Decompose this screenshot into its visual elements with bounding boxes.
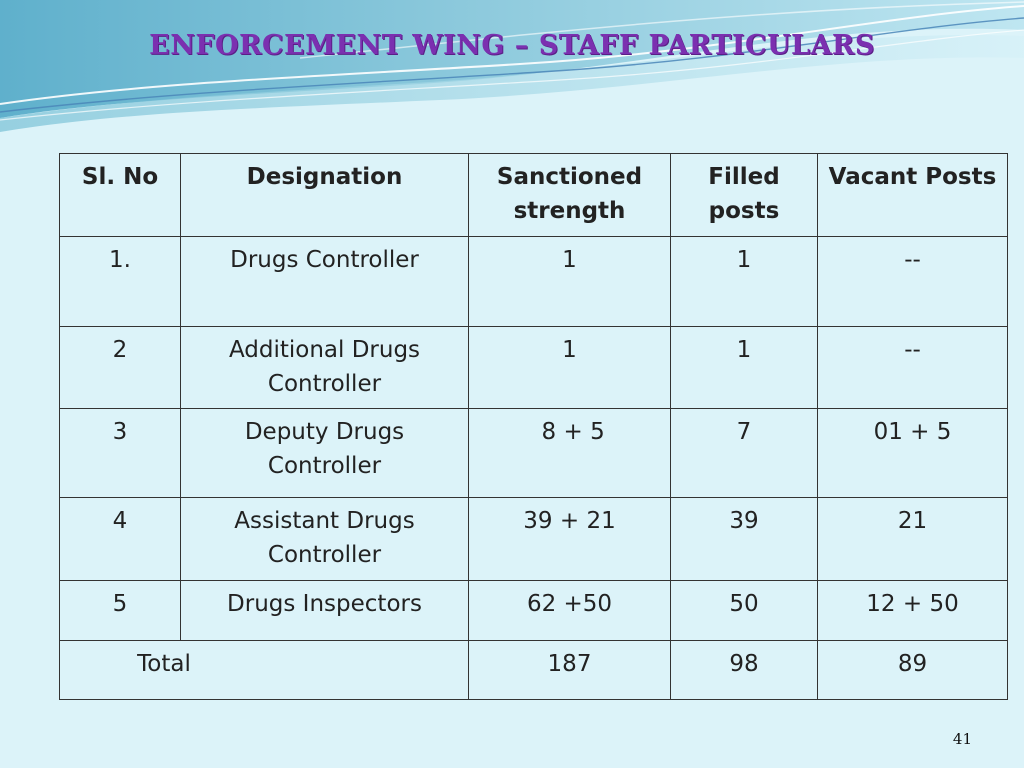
cell-total-vacant: 89 <box>818 641 1008 700</box>
cell-sl-no: 4 <box>60 498 181 581</box>
cell-sl-no: 2 <box>60 327 181 409</box>
cell-sl-no: 3 <box>60 409 181 498</box>
cell-total-filled: 98 <box>671 641 818 700</box>
table-row <box>60 498 1008 581</box>
table-header-row <box>60 154 1008 237</box>
cell-sl-no: 1. <box>60 237 181 327</box>
cell-designation: Drugs Inspectors <box>181 581 469 641</box>
cell-total-label: Total <box>60 641 469 700</box>
cell-designation: Drugs Controller <box>181 237 469 327</box>
cell-sanctioned: 1 <box>469 327 671 409</box>
cell-sanctioned: 39 + 21 <box>469 498 671 581</box>
page-number: 41 <box>952 730 972 748</box>
cell-vacant: -- <box>818 327 1008 409</box>
table-total-row <box>60 641 1008 700</box>
cell-vacant: -- <box>818 237 1008 327</box>
cell-filled: 1 <box>671 237 818 327</box>
staff-particulars-table <box>59 153 1008 700</box>
table-row <box>60 237 1008 327</box>
cell-filled: 1 <box>671 327 818 409</box>
cell-vacant: 01 + 5 <box>818 409 1008 498</box>
table-row <box>60 327 1008 409</box>
table-row <box>60 581 1008 641</box>
table-row <box>60 409 1008 498</box>
cell-filled: 39 <box>671 498 818 581</box>
cell-total-sanctioned: 187 <box>469 641 671 700</box>
slide-title: ENFORCEMENT WING – STAFF PARTICULARS <box>149 30 875 61</box>
header-designation: Designation <box>181 154 469 237</box>
header-filled-posts: Filled posts <box>671 154 818 237</box>
cell-designation: Additional Drugs Controller <box>181 327 469 409</box>
cell-vacant: 21 <box>818 498 1008 581</box>
cell-designation: Assistant Drugs Controller <box>181 498 469 581</box>
cell-vacant: 12 + 50 <box>818 581 1008 641</box>
header-vacant-posts: Vacant Posts <box>818 154 1008 237</box>
cell-sanctioned: 1 <box>469 237 671 327</box>
cell-filled: 50 <box>671 581 818 641</box>
cell-sanctioned: 8 + 5 <box>469 409 671 498</box>
cell-sl-no: 5 <box>60 581 181 641</box>
header-sanctioned-strength: Sanctioned strength <box>469 154 671 237</box>
header-sl-no: Sl. No <box>60 154 181 237</box>
decorative-wave-background <box>0 0 1024 140</box>
cell-sanctioned: 62 +50 <box>469 581 671 641</box>
cell-filled: 7 <box>671 409 818 498</box>
cell-designation: Deputy Drugs Controller <box>181 409 469 498</box>
